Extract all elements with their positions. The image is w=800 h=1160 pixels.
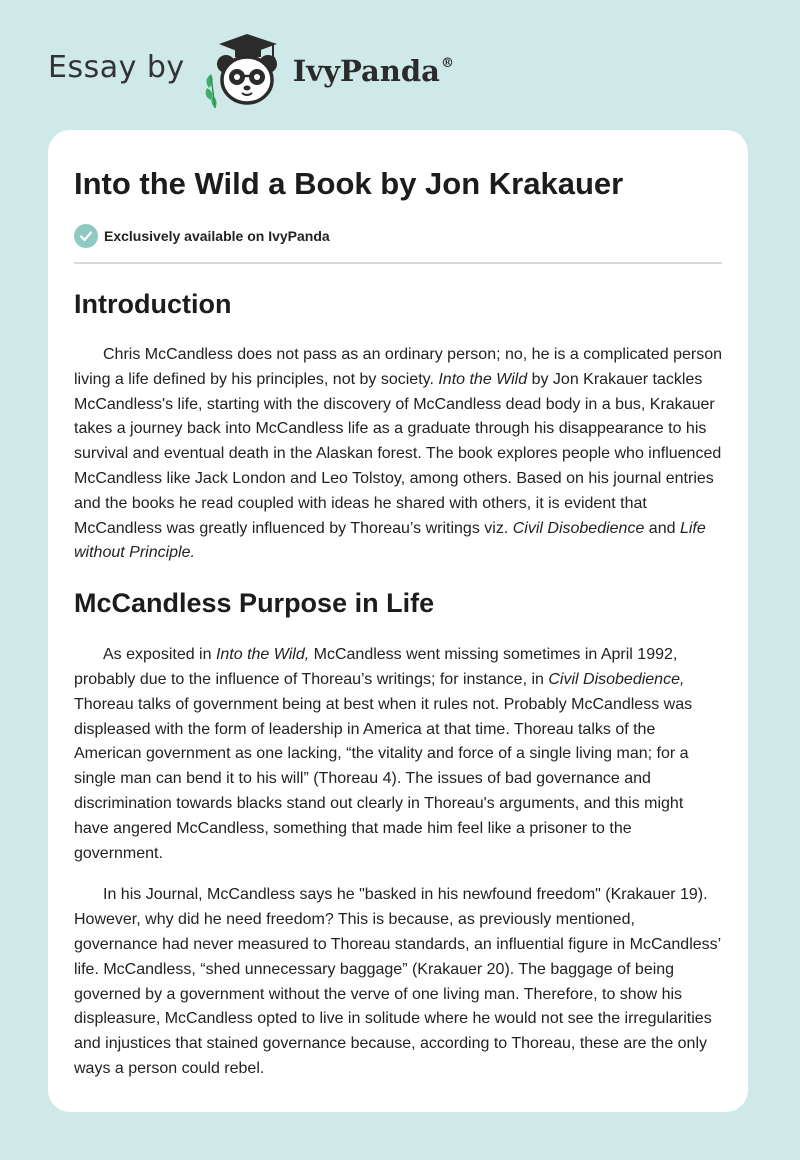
paragraph-purpose-1: As exposited in Into the Wild, McCandless went missing sometimes in April 1992, probably due to the influence of Thoreau’s writings; for instance, in Civil Disobedience, Thoreau talks of government being at best when it rules not. Probably McCandless was displeased with the form of leadership in America at that time. Thoreau talks of the American government as one lacking, “the vitality and force of a single living man; for a single man can bend it to his will” (Thoreau 4). The issues of bad governance and discrimination towards blacks stand out clearly in Thoreau's arguments, and this might have angered McCandless, something that made him feel like a prisoner to the government.	[74, 646, 693, 862]
trademark-symbol: ®	[440, 56, 454, 71]
italic-title: Civil Disobedience,	[548, 670, 685, 688]
brand-name[interactable]: IvyPanda®	[292, 54, 454, 88]
essay-title: Into the Wild a Book by Jon Krakauer	[74, 166, 624, 201]
paragraph-purpose-2: In his Journal, McCandless says he "basked in his newfound freedom" (Krakauer 19). However, why did he need freedom? This is because, as previously mentioned, governance had never measured to Thoreau standards, an influential figure in McCandless’ life. McCandless, “shed unnecessary baggage” (Krakauer 20). The baggage of being governed by a government without the verve of one living man. Therefore, to show his displeasure, McCandless opted to live in solitude where he would not see the irregularities and injustices that stained governance because, according to Thoreau, these are the only ways a person could rebel.	[74, 886, 721, 1077]
italic-title: Life without Principle.	[74, 519, 706, 562]
exclusive-badge	[74, 223, 722, 249]
italic-title: Civil Disobedience	[512, 519, 645, 537]
section-heading-purpose: McCandless Purpose in Life	[74, 588, 435, 619]
essay-card	[48, 130, 748, 1112]
site-header	[48, 30, 454, 110]
essay-by-label: Essay by	[48, 49, 185, 85]
title-divider	[74, 262, 722, 264]
italic-title: Into the Wild	[438, 370, 528, 388]
italic-title: Into the Wild,	[215, 646, 310, 664]
section-heading-introduction: Introduction	[74, 289, 232, 319]
check-circle-icon	[74, 224, 98, 248]
panda-graduate-icon	[199, 30, 287, 110]
paragraph-introduction: Chris McCandless does not pass as an ordinary person; no, he is a complicated person living a life defined by his principles, not by society. Into the Wild by Jon Krakauer tackles McCandless's life, starting with the discovery of McCandless dead body in a bus, Krakauer takes a journey back into McCandless life as a graduate through his disappearance to his survival and eventual death in the Alaskan forest. The book explores people who influenced McCandless like Jack London and Leo Tolstoy, among others. Based on his journal entries and the books he read coupled with ideas he shared with others, it is evident that McCandless was greatly influenced by Thoreau’s writings viz. Civil Disobedience and Life without Principle.	[74, 346, 722, 562]
panda-logo-icon[interactable]	[199, 30, 287, 110]
exclusive-badge-label: Exclusively available on IvyPanda	[104, 228, 330, 244]
